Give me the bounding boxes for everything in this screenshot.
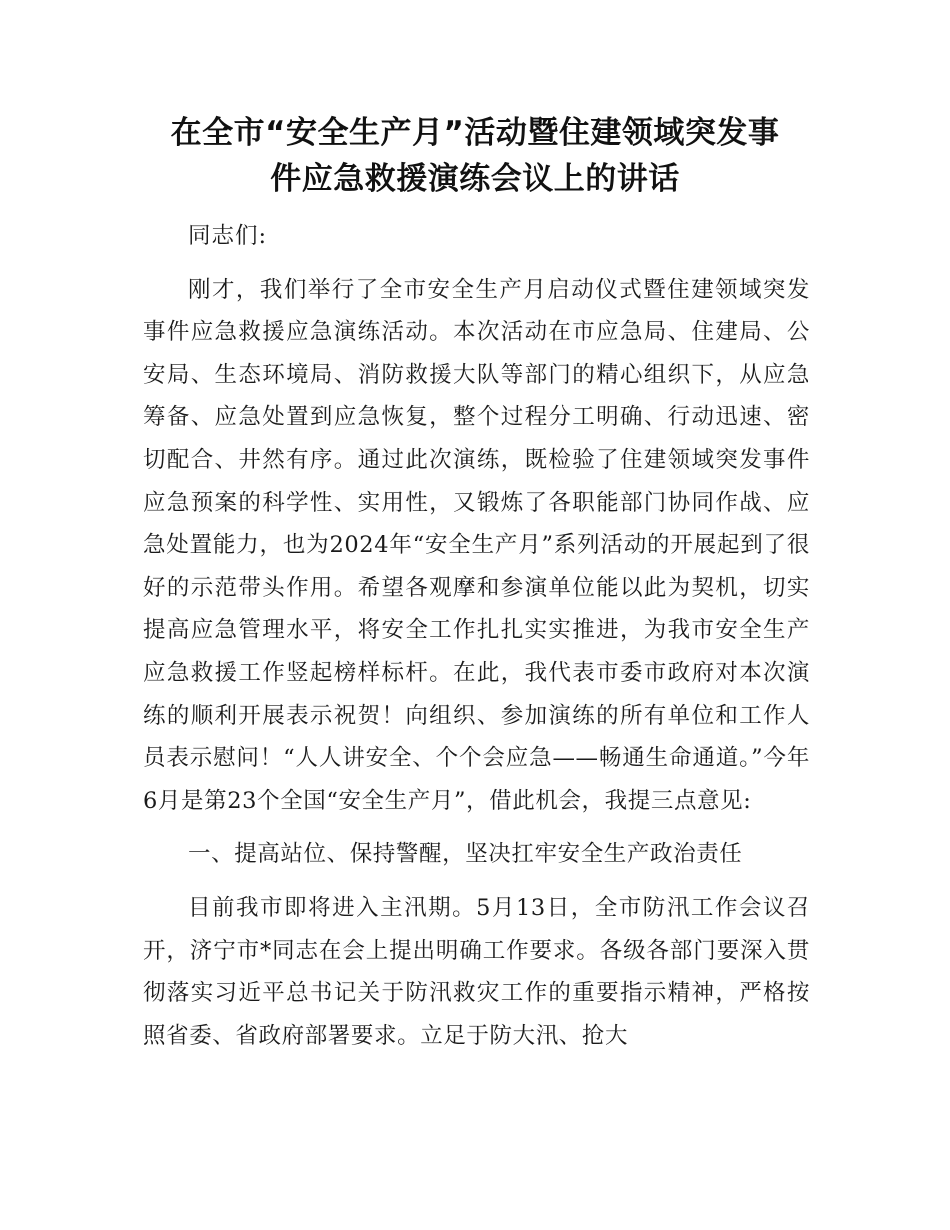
paragraph-opening: 刚才，我们举行了全市安全生产月启动仪式暨住建领域突发事件应急救援应急演练活动。本次活动在市应急局、住建局、公安局、生态环境局、消防救援大队等部门的精心组织下，从应急筹备、应急处置到应急恢复，整个过程分工明确、行动迅速、密切配合、井然有序。通过此次演练，既检验了住建领域突发事件应急预案的科学性、实用性，又锻炼了各职能部门协同作战、应急处置能力，也为2024年“安全生产月”系列活动的开展起到了很好的示范带头作用。希望各观摩和参演单位能以此为契机，切实提高应急管理水平，将安全工作扎扎实实推进，为我市安全生产应急救援工作竖起榜样标杆。在此，我代表市委市政府对本次演练的顺利开展表示祝贺！向组织、参加演练的所有单位和工作人员表示慰问！“人人讲安全、个个会应急——畅通生命通道。”今年6月是第23个全国“安全生产月”，借此机会，我提三点意见: — [143, 276, 810, 814]
document-body — [143, 215, 810, 1057]
title-line-2: 件应急救援演练会议上的讲话 — [270, 161, 680, 197]
title-line-1: 在全市“安全生产月”活动暨住建领域突发事 — [170, 115, 780, 151]
document-title — [120, 110, 830, 202]
greeting: 同志们: — [188, 223, 268, 249]
paragraph-section-1: 目前我市即将进入主汛期。5月13日，全市防汛工作会议召开，济宁市*同志在会上提出明确工作要求。各级各部门要深入贯彻落实习近平总书记关于防汛救灾工作的重要指示精神，严格按照省委、省政府部署要求。立足于防大汛、抢大 — [143, 894, 810, 1049]
section-heading-1: 一、提高站位、保持警醒，坚决扛牢安全生产政治责任 — [188, 841, 743, 868]
